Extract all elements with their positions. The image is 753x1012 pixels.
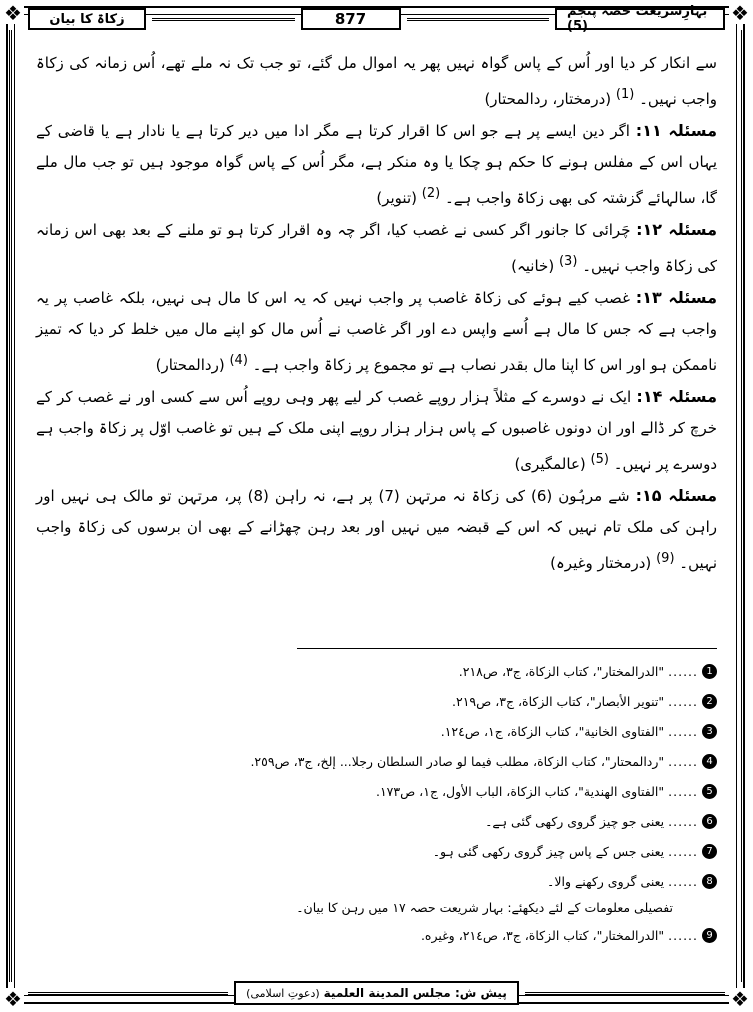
footnote-number: 5 [702,784,717,799]
footnote-text: "الفتاوى الخانية"، كتاب الزكاة، ج١، ص١٢٤. [440,723,665,739]
paragraph [36,214,717,282]
left-border-rule [9,30,12,982]
citation: (خانیہ) [511,257,555,275]
footnote-leader: ...... [668,813,698,829]
chapter-title: زکاۃ کا بیان [28,8,146,30]
footnote-leader: ...... [668,693,698,709]
paragraph-text: سے انکار کر دیا اور اُس کے پاس گواہ نہیں پھر یہ اموال مل گئے، تو جب تک نہ ملے تھے، اُس زمانہ کی زکاۃ واجب نہیں۔ [36,54,717,108]
citation: (درمختار وغیرہ) [550,554,652,572]
masala-label: مسئلہ ۱۴: [636,387,717,406]
paragraph-text: شے مرہُون (6) کی زکاۃ نہ مرتہن (7) پر ہے، نہ راہن (8) پر، مرتہن تو مالک ہی نہیں اور راہن کی ملک تام نہیں کہ اس کے قبضہ میں نہیں اور بعد رہن چھڑانے کے بھی ان برسوں کی زکاۃ واجب نہیں۔ [36,487,717,572]
footnote-text: "الدرالمختار"، كتاب الزكاة، ج٣، ص٢١٨. [458,663,665,679]
footnote-leader: ...... [668,873,698,889]
footnote-number: 4 [702,754,717,769]
footnote-number: 8 [702,874,717,889]
footnote-item [36,836,717,866]
paragraph [36,115,717,214]
corner-ornament-icon: ❖ [2,2,24,24]
footnote-ref: (2) [421,186,441,201]
footnote-item [36,716,717,746]
footnote-text: "تنوير الأبصار"، كتاب الزكاة، ج٣، ص٢١٩. [452,693,665,709]
footnotes [36,656,717,950]
footnote-text: "الدرالمختار"، كتاب الزكاة، ج٣، ص٢١٤، وغيره. [420,927,665,943]
publisher-box [234,981,519,1005]
footnote-text: "الفتاوى الهندية"، كتاب الزكاة، الباب الأول، ج١، ص١٧٣. [375,783,665,799]
corner-ornament-icon: ❖ [729,2,751,24]
footnote-ref: (5) [590,452,609,467]
paragraph-text: ایک نے دوسرے کے مثلاً ہزار روپے غصب کر لیے پھر وہی روپے اُس سے کسی اور نے غصب کر کے خرچ کر ڈالے اور ان دونوں غاصبوں کے پاس ہزار ہزار روپے اپنی ملک کے ہیں تو غاصب اوّل پر زکاۃ واجب ہے دوسرے پر نہیں۔ [36,388,717,473]
footnote-number: 7 [702,844,717,859]
footnote-continuation: تفصیلی معلومات کے لئے دیکھئے: بہار شریعت حصہ ۱۷ میں رہن کا بیان۔ [296,900,673,915]
footnote-item [36,656,717,686]
footnote-number: 2 [702,694,717,709]
footer-rule [28,992,228,995]
book-title: بہارِشریعت حصہ پنجم (5) [555,8,725,30]
corner-ornament-icon: ❖ [729,988,751,1010]
footnote-number: 3 [702,724,717,739]
masala-label: مسئلہ ۱۳: [635,288,717,307]
publisher-label: پیش ش: [454,986,507,1000]
footnote-item [36,776,717,806]
citation: (درمختار، ردالمحتار) [484,90,612,108]
corner-ornament-icon: ❖ [2,988,24,1010]
footnote-item [36,686,717,716]
footnote-text: یعنی جو چیز گروی رکھی گئی ہے۔ [485,813,665,829]
footnote-leader: ...... [668,783,698,799]
footnote-ref: (3) [558,254,578,269]
footnote-text: یعنی جس کے پاس چیز گروی رکھی گئی ہو۔ [432,843,665,859]
footer-rule [525,992,725,995]
footnote-text: "ردالمحتار"، كتاب الزكاة، مطلب فيما لو صادر السلطان رجلا... إلخ، ج٣، ص٢٥٩. [250,753,665,769]
footnote-item [36,746,717,776]
publisher-name: مجلس المدينة العلمية [323,986,451,1000]
footnote-number: 1 [702,664,717,679]
footnote-ref: (9) [656,551,675,566]
footnote-leader: ...... [668,663,698,679]
main-text [36,48,717,579]
paragraph [36,48,717,115]
paragraph [36,480,717,579]
footnote-ref: (4) [229,353,248,368]
citation: (عالمگیری) [514,455,586,473]
publisher-sub: (دعوتِ اسلامی) [246,986,320,1000]
footnote-number: 6 [702,814,717,829]
paragraph [36,282,717,381]
footnote-leader: ...... [668,723,698,739]
header-rule [152,18,295,21]
footnote-text: یعنی گروی رکھنے والا۔ [547,873,665,889]
footnote-leader: ...... [668,753,698,769]
footnote-ref: (1) [615,87,635,102]
masala-label: مسئلہ ۱۱: [635,121,717,140]
page-number: 877 [301,8,401,30]
right-border-rule [741,30,744,982]
page-header [28,6,725,32]
paragraph-text: غصب کیے ہوئے کی زکاۃ غاصب پر واجب نہیں کہ یہ اس کا مال ہی نہیں، بلکہ غاصب پر یہ واجب ہے کہ جس کا مال ہے اُسے واپس دے اور اگر غاصب نے اُس مال کو اپنے مال میں خلط کر دیا کہ تمیز ناممکن ہو اور اس کا اپنا مال بقدر نصاب ہے تو مجموع پر زکاۃ واجب ہے۔ [36,289,717,374]
masala-label: مسئلہ ۱۵: [635,486,718,505]
footnote-leader: ...... [668,843,698,859]
footnote-item [36,920,717,950]
citation: (تنویر) [376,189,417,207]
footnote-number: 9 [702,928,717,943]
footnote-item [36,806,717,836]
footnote-leader: ...... [668,927,698,943]
footnote-separator [297,648,717,649]
citation: (ردالمحتار) [155,356,225,374]
paragraph-text: اگر دین ایسے پر ہے جو اس کا اقرار کرتا ہے مگر ادا میں دیر کرتا ہے یا نادار ہے یا قاضی کے یہاں اس کے مفلس ہونے کا حکم ہو چکا یا وہ منکر ہے، مگر اُس کے پاس گواہ موجود ہیں تو جب مال ملے گا، سالہائے گزشتہ کی بھی زکاۃ واجب ہے۔ [36,122,717,207]
masala-label: مسئلہ ۱۲: [636,220,717,239]
paragraph-text: چَرائی کا جانور اگر کسی نے غصب کیا، اگر چہ وہ اقرار کرتا ہو تو ملنے کے بعد بھی اس زمانہ کی زکاۃ واجب نہیں۔ [36,221,717,275]
page-footer [28,982,725,1004]
footnote-item [36,866,717,896]
header-rule [407,18,550,21]
paragraph [36,381,717,480]
